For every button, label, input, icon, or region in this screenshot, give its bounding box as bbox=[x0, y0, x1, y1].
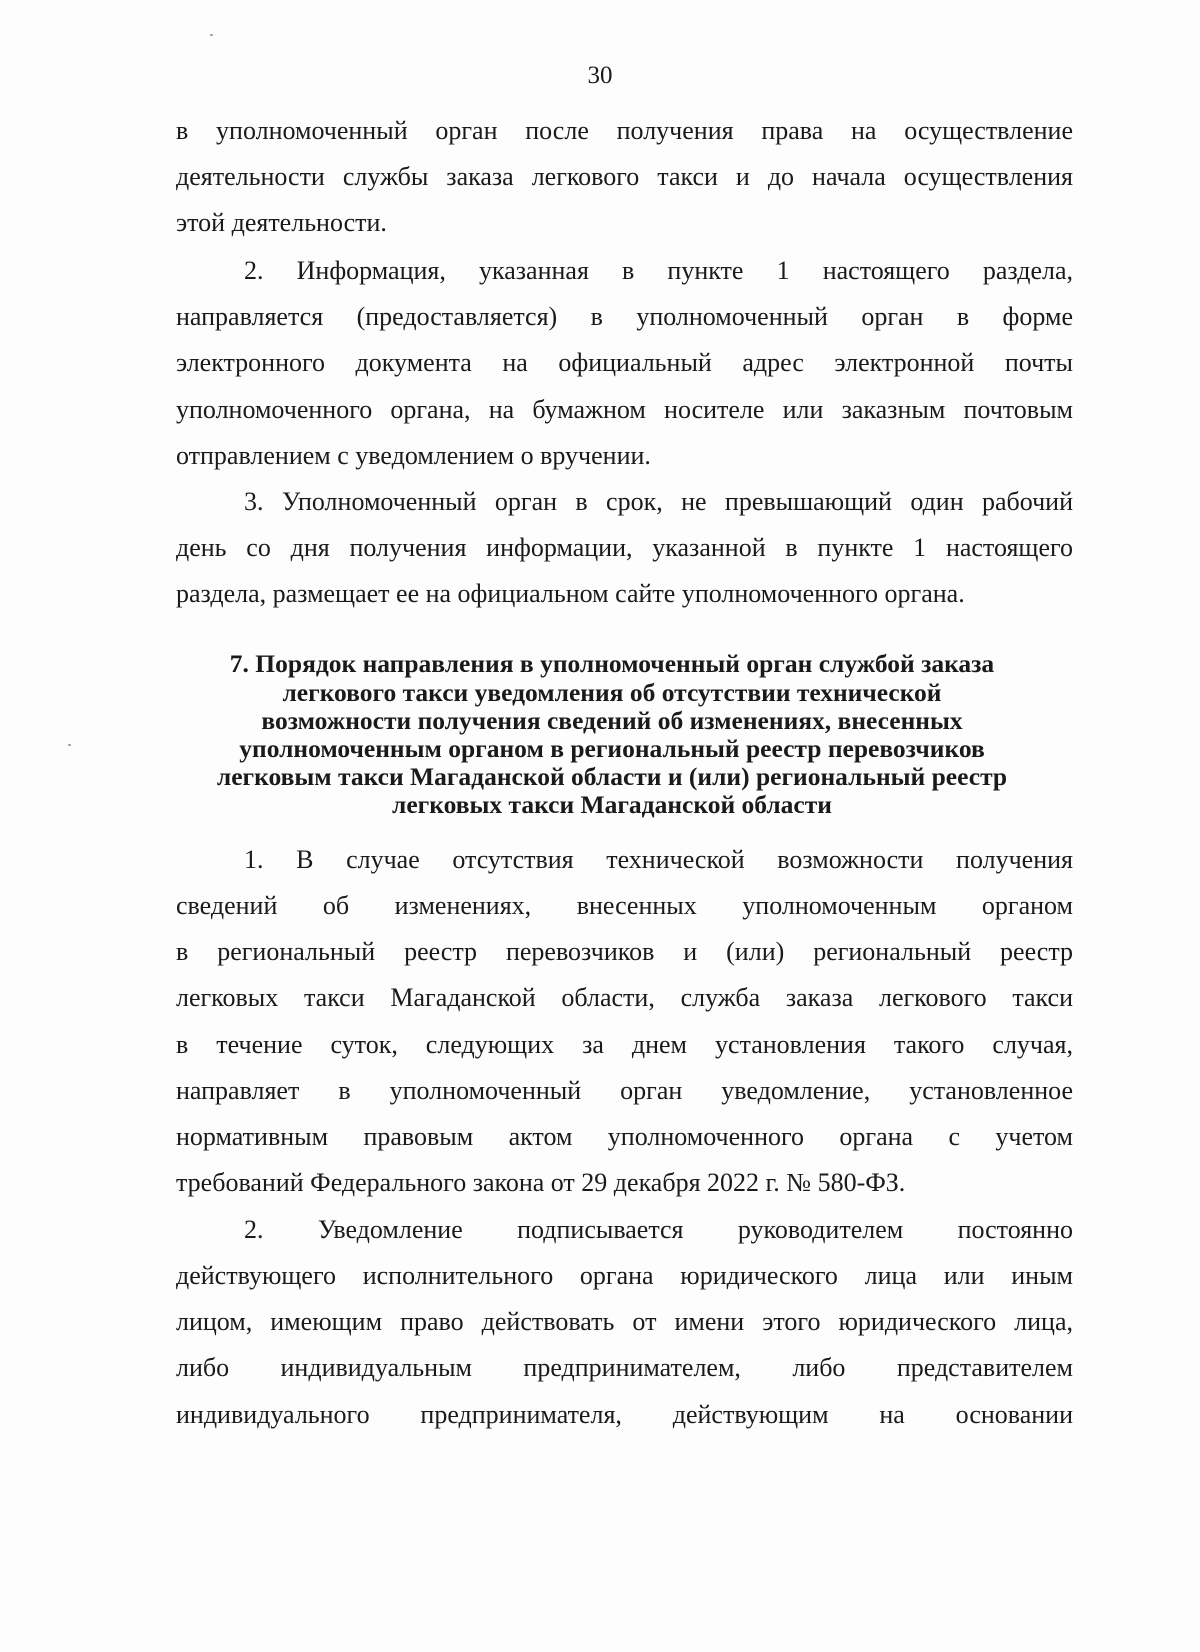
text-line: раздела, размещает ее на официальном сайте уполномоченного органа. bbox=[176, 579, 965, 608]
text-line: направляет в уполномоченный орган уведомление, установленное bbox=[176, 1076, 1073, 1105]
page-number: 30 bbox=[587, 62, 613, 89]
text-line: направляется (предоставляется) в уполномоченный орган в форме bbox=[176, 302, 1073, 331]
section-heading-line: возможности получения сведений об изменениях, внесенных bbox=[261, 706, 963, 735]
text-line: требований Федерального закона от 29 декабря 2022 г. № 580-ФЗ. bbox=[176, 1168, 906, 1197]
text-line: электронного документа на официальный адрес электронной почты bbox=[176, 348, 1073, 377]
text-line: легковых такси Магаданской области, служба заказа легкового такси bbox=[176, 983, 1073, 1012]
text-line: в региональный реестр перевозчиков и (или) региональный реестр bbox=[176, 937, 1073, 966]
section-heading-line: 7. Порядок направления в уполномоченный орган службой заказа bbox=[229, 649, 995, 678]
text-line: лицом, имеющим право действовать от имени этого юридического лица, bbox=[176, 1307, 1073, 1336]
text-line: отправлением с уведомлением о вручении. bbox=[176, 441, 651, 470]
text-line: день со дня получения информации, указанной в пункте 1 настоящего bbox=[176, 533, 1073, 562]
section-heading-line: легкового такси уведомления об отсутствии технической bbox=[282, 678, 942, 707]
text-line: деятельности службы заказа легкового такси и до начала осуществления bbox=[176, 162, 1073, 191]
scan-speck bbox=[68, 744, 71, 746]
text-line: в уполномоченный орган после получения права на осуществление bbox=[176, 116, 1073, 145]
text-line: сведений об изменениях, внесенных уполномоченным органом bbox=[176, 891, 1073, 920]
text-line: уполномоченного органа, на бумажном носителе или заказным почтовым bbox=[176, 395, 1073, 424]
text-line: нормативным правовым актом уполномоченного органа с учетом bbox=[176, 1122, 1073, 1151]
text-line: индивидуального предпринимателя, действующим на основании bbox=[176, 1400, 1073, 1429]
section-heading-line: уполномоченным органом в региональный реестр перевозчиков bbox=[239, 734, 985, 763]
text-line: действующего исполнительного органа юридического лица или иным bbox=[176, 1261, 1073, 1290]
text-line: 2. Уведомление подписывается руководителем постоянно bbox=[244, 1215, 1073, 1244]
text-line: либо индивидуальным предпринимателем, либо представителем bbox=[176, 1353, 1073, 1382]
scan-speck bbox=[210, 34, 213, 36]
text-line: 1. В случае отсутствия технической возможности получения bbox=[244, 845, 1073, 874]
text-line: 2. Информация, указанная в пункте 1 настоящего раздела, bbox=[244, 256, 1073, 285]
text-line: в течение суток, следующих за днем установления такого случая, bbox=[176, 1030, 1073, 1059]
section-heading-line: легковых такси Магаданской области bbox=[392, 790, 832, 819]
text-line: этой деятельности. bbox=[176, 208, 387, 237]
text-line: 3. Уполномоченный орган в срок, не превышающий один рабочий bbox=[244, 487, 1073, 516]
section-heading-line: легковым такси Магаданской области и (или) региональный реестр bbox=[216, 762, 1008, 791]
